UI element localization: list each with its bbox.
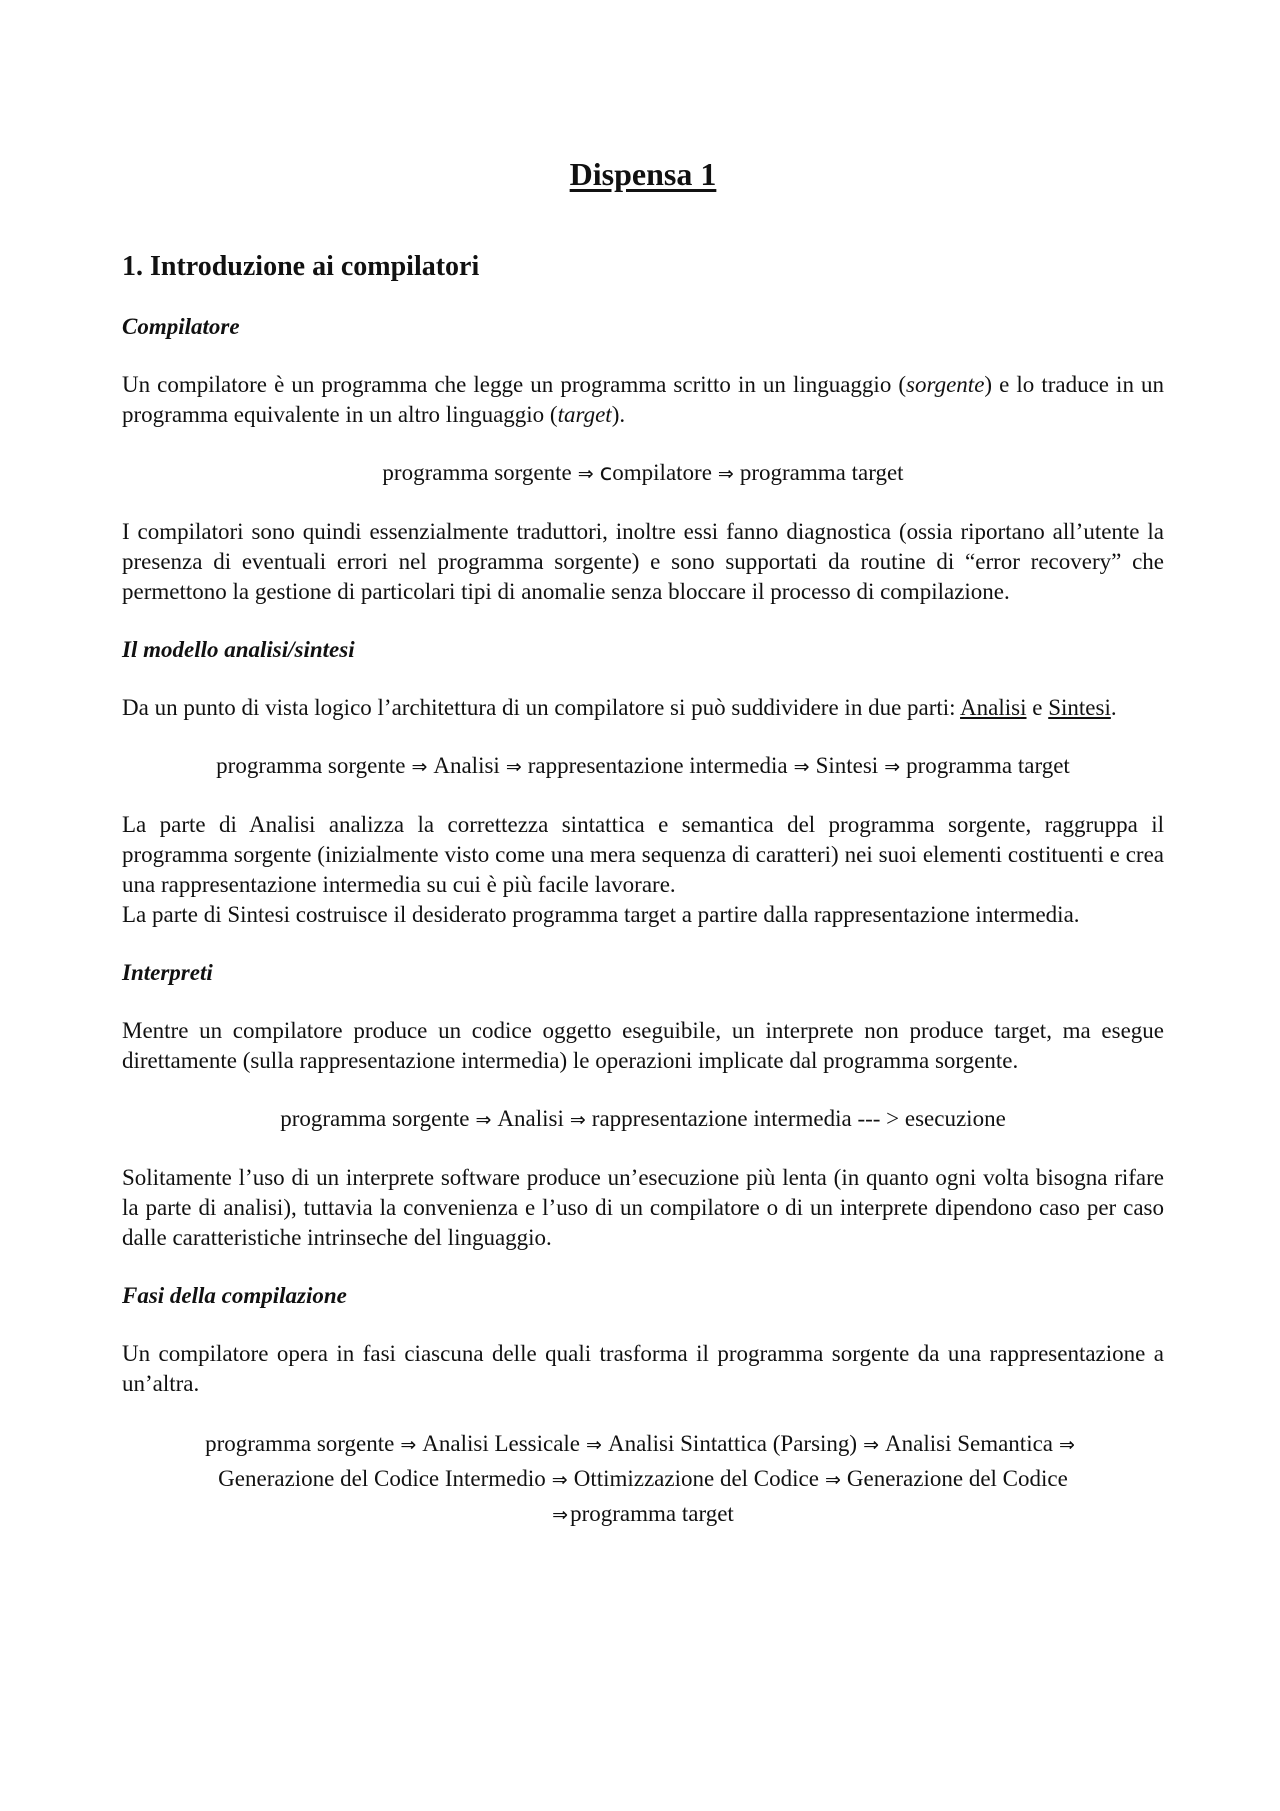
flow-step: programma target [570,1501,734,1526]
subheading-modello: Il modello analisi/sintesi [122,637,355,662]
implies-arrow-icon: ⇒ [569,1109,586,1131]
implies-arrow-icon: ⇒ [551,1469,568,1491]
term-analisi: Analisi [960,695,1027,720]
flow-step: rappresentazione intermedia --- > esecuzione [591,1106,1006,1131]
flow-step: Generazione del Codice Intermedio [218,1466,546,1491]
text-run: Da un punto di vista logico l’architettura di un compilatore si può suddividere in due parti: [122,695,961,720]
document-title: Dispensa 1 [569,156,717,192]
flow-step: programma sorgente [205,1431,395,1456]
flow-line [122,1497,1164,1532]
flow-step: rappresentazione intermedia [527,753,788,778]
paragraph-analisi: La parte di Analisi analizza la correttezza sintattica e semantica del programma sorgente, raggruppa il programma sorgente (inizialmente visto come una mera sequenza di caratteri) nei suoi elementi costituenti e crea una rappresentazione intermedia su cui è più facile lavorare. [122,812,1164,897]
flow-compilatore [122,458,1164,489]
flow-fasi [122,1427,1164,1532]
implies-arrow-icon: ⇒ [505,756,522,778]
flow-step: programma sorgente [382,460,572,485]
flow-step: Analisi [497,1106,564,1131]
document-page [122,150,1164,1532]
term-sintesi: Sintesi [1048,695,1111,720]
text-run: ). [611,402,626,427]
flow-step: Analisi Lessicale [422,1431,581,1456]
paragraph-sintesi: La parte di Sintesi costruisce il desiderato programma target a partire dalla rappresentazione intermedia. [122,902,1080,927]
text-run: ) e lo traduce in un programma equivalente in un altro linguaggio ( [122,372,1164,427]
term-sorgente: sorgente [906,372,985,397]
flow-line [122,1462,1164,1497]
implies-arrow-icon: ⇒ [717,463,734,485]
text-run: Un compilatore è un programma che legge un programma scritto in un linguaggio ( [122,372,907,397]
paragraph-modello [122,693,1164,723]
flow-step-initial: c [599,460,613,486]
paragraph-interpreti: Mentre un compilatore produce un codice oggetto eseguibile, un interprete non produce target, ma esegue direttamente (sulla rappresentazione intermedia) le operazioni implicate dal programma sorgente. [122,1018,1164,1073]
subheading-compilatore: Compilatore [122,314,240,339]
flow-interpreti [122,1104,1164,1135]
implies-arrow-icon: ⇒ [824,1469,841,1491]
implies-arrow-icon: ⇒ [863,1434,880,1456]
flow-step: Sintesi [815,753,879,778]
term-target: target [557,402,612,427]
text-run: . [1110,695,1117,720]
flow-step: ompilatore [612,460,712,485]
implies-arrow-icon: ⇒ [793,756,810,778]
flow-step: Generazione del Codice [846,1466,1068,1491]
flow-step: programma target [739,460,904,485]
paragraph-interprete-software: Solitamente l’uso di un interprete software produce un’esecuzione più lenta (in quanto ogni volta bisogna rifare la parte di analisi), tuttavia la convenienza e l’uso di un compilatore o di un interprete dipendono caso per caso dalle caratteristiche intrinseche del linguaggio. [122,1165,1164,1250]
implies-arrow-icon: ⇒ [1059,1434,1075,1456]
flow-modello [122,751,1164,782]
flow-line [122,1427,1164,1462]
flow-step: Ottimizzazione del Codice [573,1466,819,1491]
implies-arrow-icon: ⇒ [577,463,594,485]
implies-arrow-icon: ⇒ [552,1504,569,1526]
implies-arrow-icon: ⇒ [586,1434,602,1456]
implies-arrow-icon: ⇒ [884,756,901,778]
flow-step: programma target [906,753,1070,778]
flow-step: Analisi Semantica [885,1431,1054,1456]
subheading-interpreti: Interpreti [122,960,213,985]
flow-step: Analisi [433,753,500,778]
implies-arrow-icon: ⇒ [411,756,428,778]
flow-step: programma sorgente [280,1106,470,1131]
subheading-fasi: Fasi della compilazione [122,1283,347,1308]
section-title: 1. Introduzione ai compilatori [122,251,480,282]
paragraph-compilatori-traduttori: I compilatori sono quindi essenzialmente traduttori, inoltre essi fanno diagnostica (ossia riportano all’utente la presenza di eventuali errori nel programma sorgente) e sono supportati da routine di “error recovery” che permettono la gestione di particolari tipi di anomalie senza bloccare il processo di compilazione. [122,519,1164,604]
text-run: e [1026,695,1049,720]
paragraph-compilatore-definition [122,370,1164,430]
implies-arrow-icon: ⇒ [400,1434,417,1456]
flow-step: programma sorgente [216,753,406,778]
implies-arrow-icon: ⇒ [475,1109,492,1131]
paragraph-fasi: Un compilatore opera in fasi ciascuna delle quali trasforma il programma sorgente da una rappresentazione a un’altra. [122,1341,1164,1396]
flow-step: Analisi Sintattica (Parsing) [607,1431,858,1456]
